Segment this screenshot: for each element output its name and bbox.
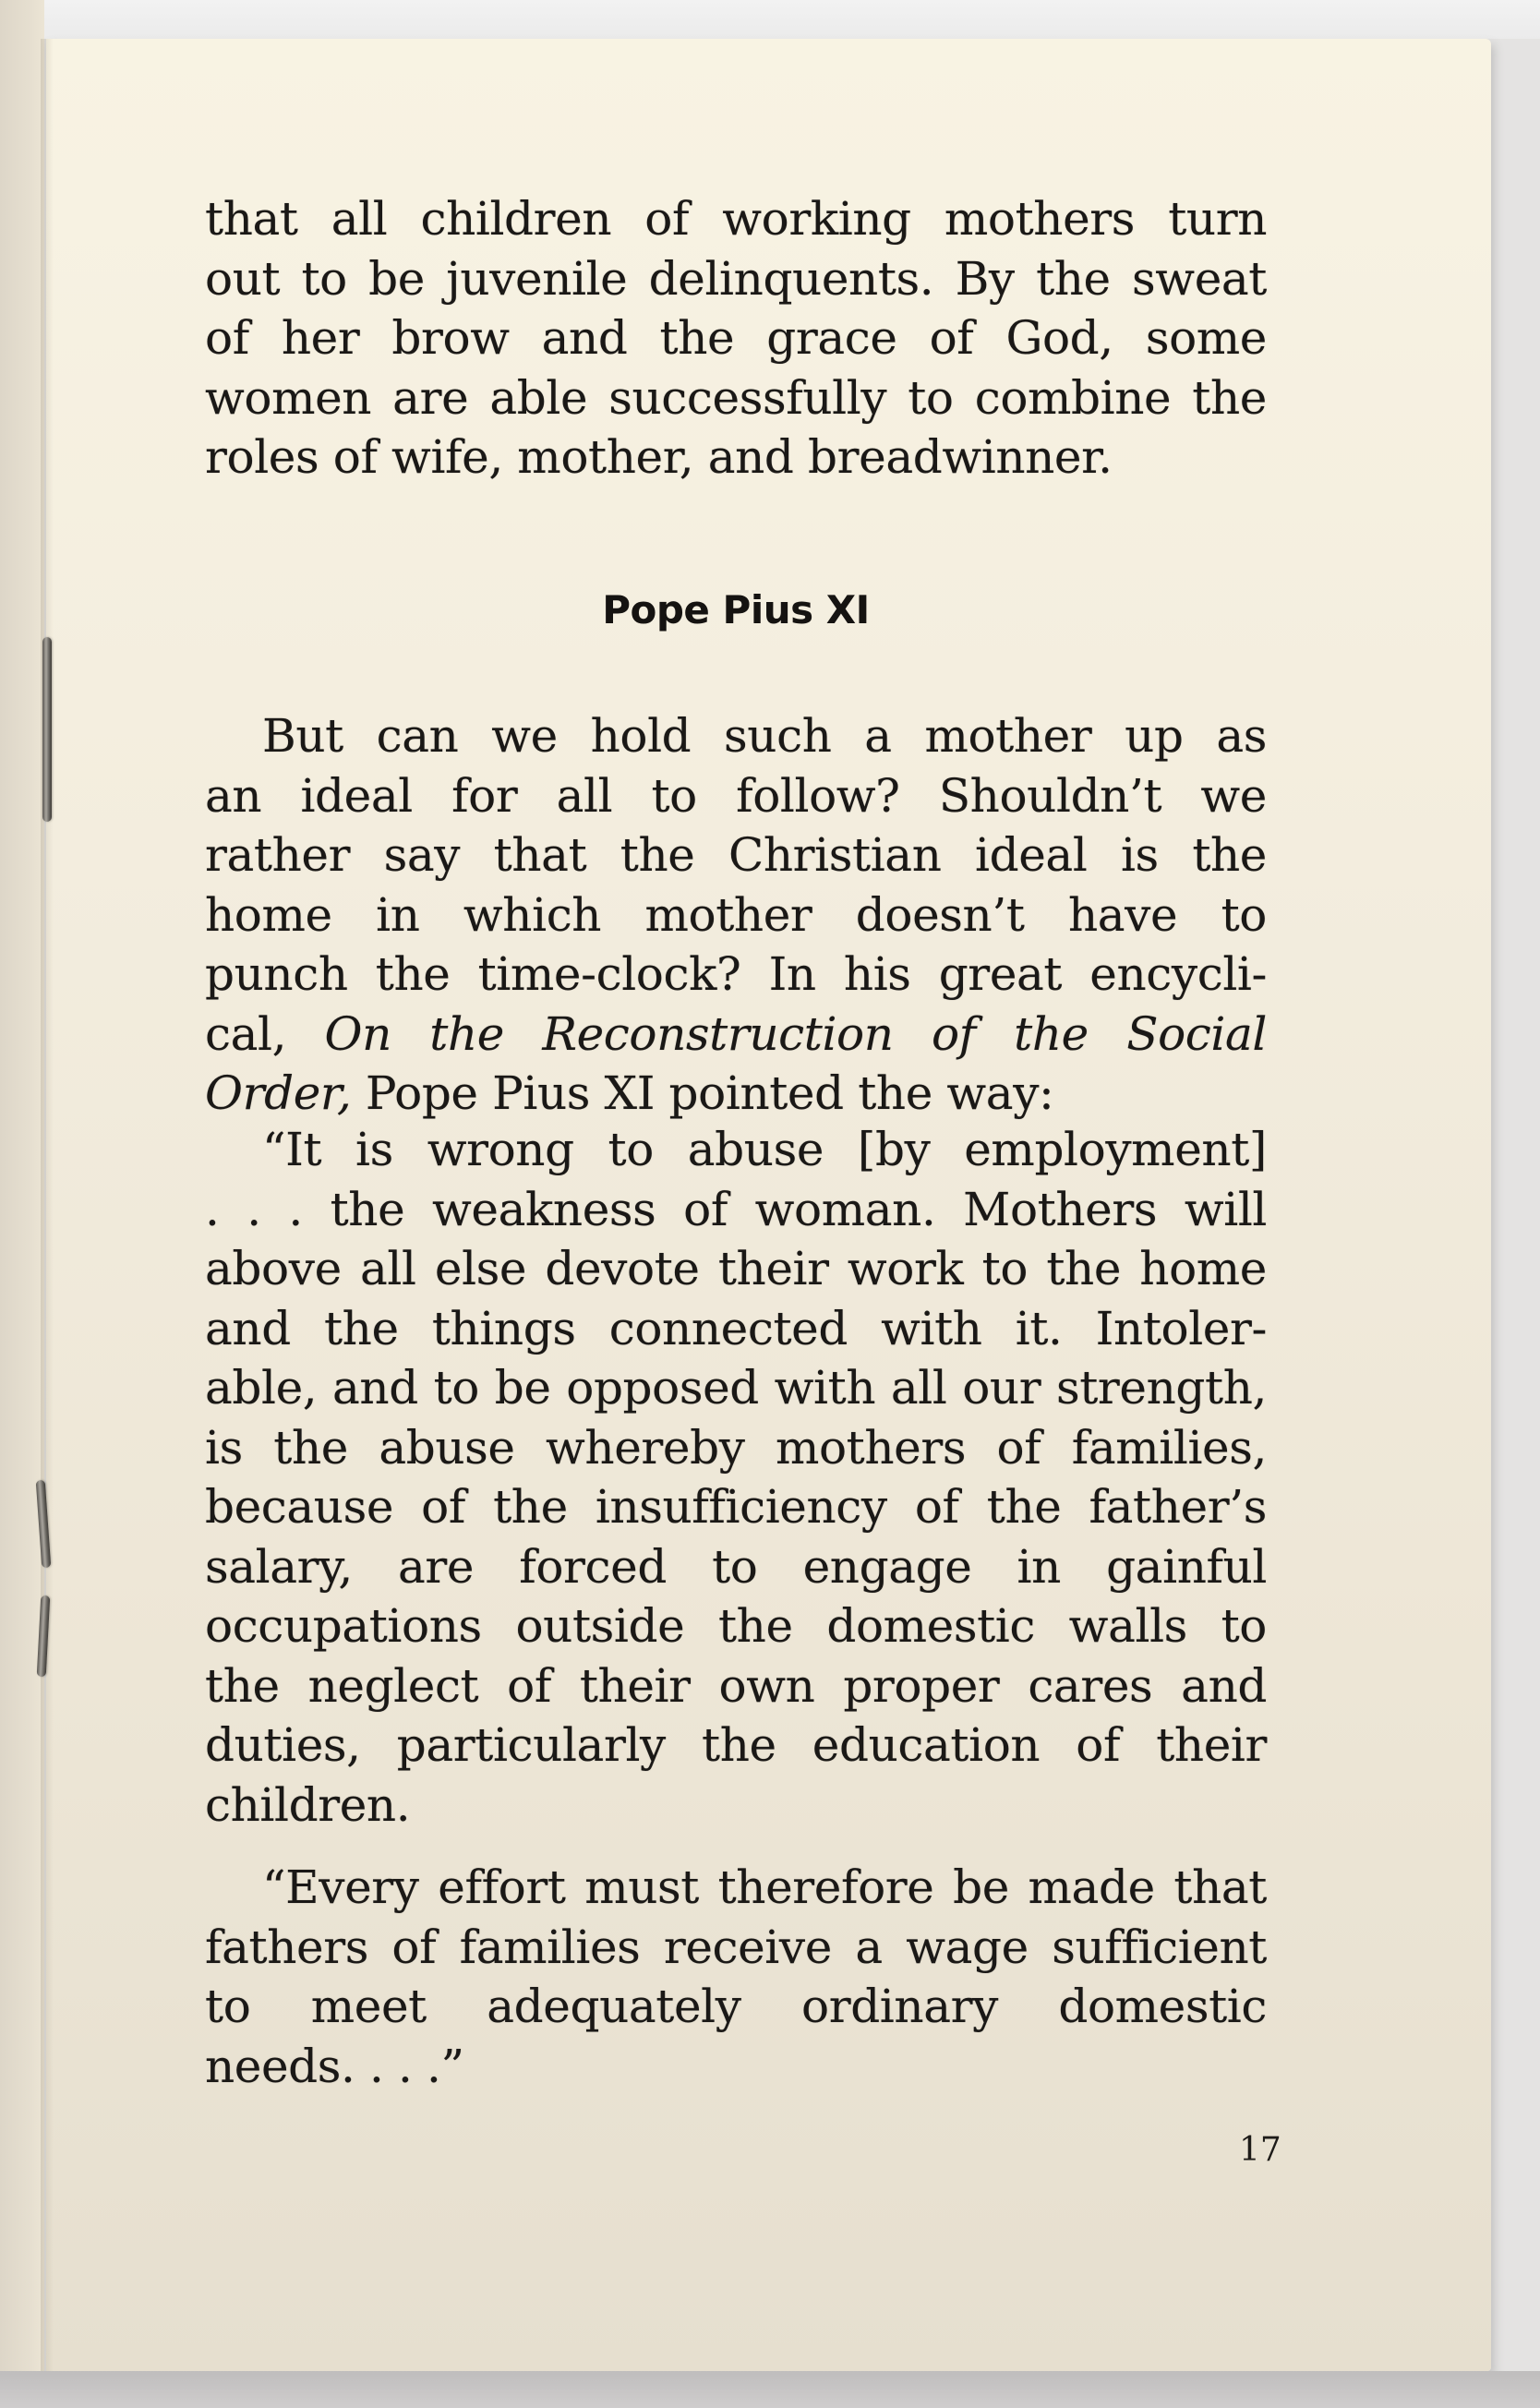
text-line: punch the time-clock? In his great encycli- xyxy=(205,947,1267,1001)
text-line: rather say that the Christian ideal is the xyxy=(205,828,1267,882)
text-line: of her brow and the grace of God, some xyxy=(205,311,1267,365)
staple xyxy=(42,637,52,822)
text-line: needs. . . .” xyxy=(205,2039,464,2093)
encyclical-title: On the Reconstruction of the Social xyxy=(324,1006,1267,1061)
text-line: duties, particularly the education of their xyxy=(205,1718,1267,1772)
page-number: 17 xyxy=(1239,2131,1281,2169)
text-line: occupations outside the domestic walls to xyxy=(205,1599,1267,1653)
backdrop-bottom xyxy=(0,2371,1540,2408)
paragraph-question xyxy=(205,706,1267,1124)
text-line: and the things connected with it. Intoler- xyxy=(205,1301,1267,1355)
text-line: the neglect of their own proper cares and xyxy=(205,1658,1267,1713)
text-line: home in which mother doesn’t have to xyxy=(205,887,1267,942)
text-fragment: cal, xyxy=(205,1006,325,1061)
backdrop-top xyxy=(0,0,1540,39)
left-page-edge xyxy=(0,0,44,2382)
paragraph-intro xyxy=(205,189,1267,488)
text-fragment: Pope Pius XI pointed the way: xyxy=(351,1066,1054,1120)
section-heading: Pope Pius XI xyxy=(602,587,870,632)
text-line: children. xyxy=(205,1777,411,1832)
text-line: “Every effort must therefore be made that xyxy=(262,1860,1267,1914)
text-line: salary, are forced to engage in gainful xyxy=(205,1539,1267,1594)
quotation-paragraph-1 xyxy=(205,1120,1267,1835)
text-line: above all else devote their work to the home xyxy=(205,1242,1267,1295)
text-line: . . . the weakness of woman. Mothers will xyxy=(205,1182,1267,1236)
gutter-fold xyxy=(41,39,54,2371)
encyclical-title-end: Order, xyxy=(205,1066,352,1120)
text-line: is the abuse whereby mothers of families, xyxy=(205,1420,1267,1475)
quotation-paragraph-2 xyxy=(205,1858,1267,2096)
text-line: that all children of working mothers turn xyxy=(205,192,1267,246)
text-line: women are able successfully to combine the xyxy=(205,370,1267,425)
text-line: But can we hold such a mother up as xyxy=(262,709,1267,763)
text-line: roles of wife, mother, and breadwinner. xyxy=(205,430,1113,484)
text-line: to meet adequately ordinary domestic xyxy=(205,1980,1267,2033)
text-line: because of the insufficiency of the father’s xyxy=(205,1480,1267,1534)
text-line: able, and to be opposed with all our strength, xyxy=(205,1361,1267,1415)
text-line: an ideal for all to follow? Shouldn’t we xyxy=(205,768,1267,823)
text-line: fathers of families receive a wage sufficient xyxy=(205,1920,1267,1974)
text-line: “It is wrong to abuse [by employment] xyxy=(262,1123,1267,1176)
text-line: out to be juvenile delinquents. By the sweat xyxy=(205,251,1267,306)
text-line xyxy=(205,1005,1267,1065)
text-line xyxy=(205,1064,1267,1124)
